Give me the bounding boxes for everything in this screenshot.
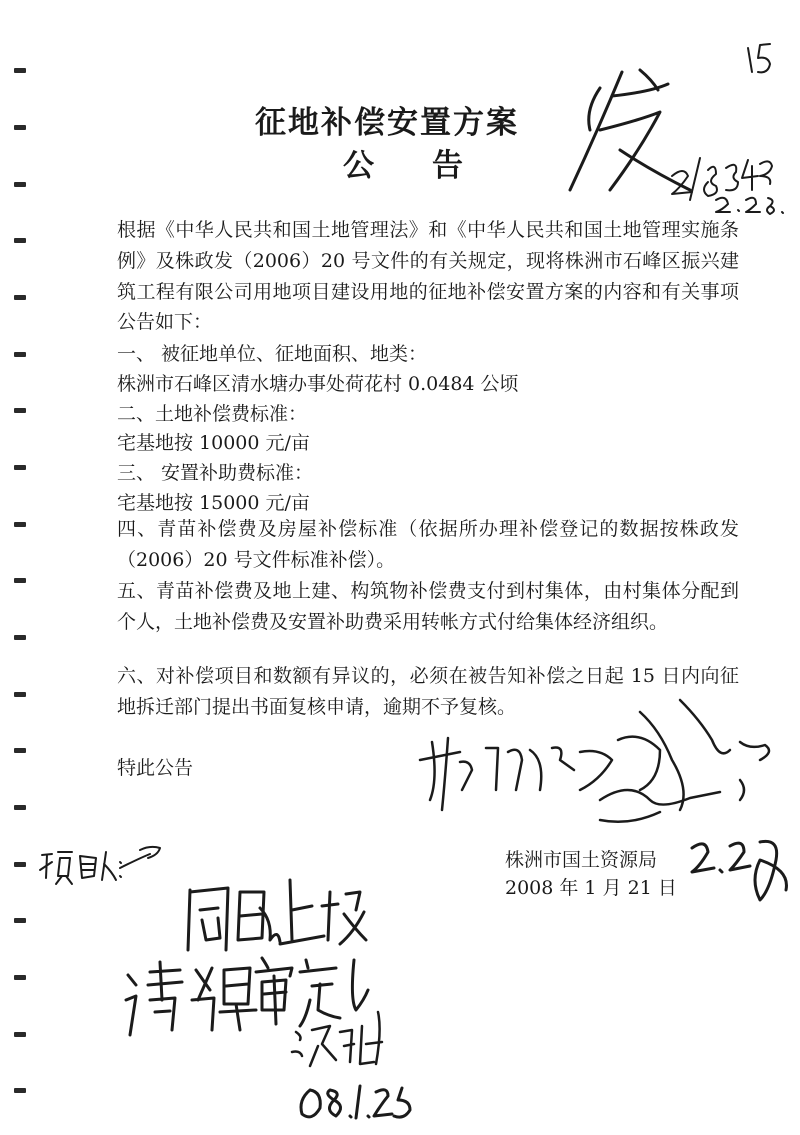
handwritten-number <box>672 158 772 200</box>
binding-hole <box>14 805 26 810</box>
binding-hole <box>14 408 26 413</box>
closing-text: 特此公告 <box>117 757 194 779</box>
binding-hole <box>14 352 26 357</box>
handwritten-corner-mark <box>748 44 770 72</box>
binding-hole <box>14 125 26 130</box>
issuer-name: 株洲市国土资源局 <box>505 849 658 871</box>
item4-paragraph: 四、青苗补偿费及房屋补偿标准（依据所办理补偿登记的数据按株政发（2006）20 号文件标准补偿）。 <box>117 518 739 571</box>
item2-heading: 二、土地补偿费标准： <box>117 403 308 425</box>
binding-hole <box>14 1088 26 1093</box>
binding-hole <box>14 918 26 923</box>
handwritten-left-date <box>301 1086 410 1118</box>
handwritten-note-agree <box>188 880 366 950</box>
binding-hole <box>14 1032 26 1037</box>
binding-hole <box>14 975 26 980</box>
item3-heading: 三、 安置补助费标准： <box>117 462 314 484</box>
item1-heading: 一、 被征地单位、征地面积、地类： <box>117 343 428 365</box>
binding-hole <box>14 862 26 867</box>
binding-hole <box>14 68 26 73</box>
handwritten-mid-date <box>692 841 786 900</box>
binding-hole <box>14 182 26 187</box>
handwritten-approval-mark <box>570 70 690 190</box>
binding-hole <box>14 692 26 697</box>
handwritten-top-date <box>716 198 783 214</box>
handwritten-note-review <box>126 958 368 1035</box>
item1-body: 株洲市石峰区清水塘办事处荷花村 0.0484 公顷 <box>117 373 519 395</box>
handwritten-initials <box>292 1012 382 1066</box>
document-title: 征地补偿安置方案 <box>255 105 519 141</box>
item2-body: 宅基地按 10000 元/亩 <box>117 432 310 454</box>
binding-hole <box>14 238 26 243</box>
item6-paragraph: 六、对补偿项目和数额有异议的，必须在被告知补偿之日起 15 日内向征地拆迁部门提出书面复核申请，逾期不予复核。 <box>117 665 739 718</box>
binding-hole <box>14 635 26 640</box>
binding-hole <box>14 522 26 527</box>
binding-hole <box>14 295 26 300</box>
item5-paragraph: 五、青苗补偿费及地上建、构筑物补偿费支付到村集体，由村集体分配到个人，土地补偿费及安置补助费采用转帐方式付给集体经济组织。 <box>117 580 739 633</box>
issue-date: 2008 年 1 月 21 日 <box>505 877 677 899</box>
binding-hole <box>14 748 26 753</box>
document-subtitle: 公告 <box>343 148 521 184</box>
binding-hole <box>14 578 26 583</box>
item3-body: 宅基地按 15000 元/亩 <box>117 492 310 514</box>
binding-hole <box>14 465 26 470</box>
handwritten-applicant-label <box>40 847 160 884</box>
intro-paragraph: 根据《中华人民共和国土地管理法》和《中华人民共和国土地管理实施条例》及株政发（2006）20 号文件的有关规定，现将株洲市石峰区振兴建筑工程有限公司用地项目建设用地的征地补偿安置方案的内容和有关事项公告如下： <box>117 219 739 334</box>
